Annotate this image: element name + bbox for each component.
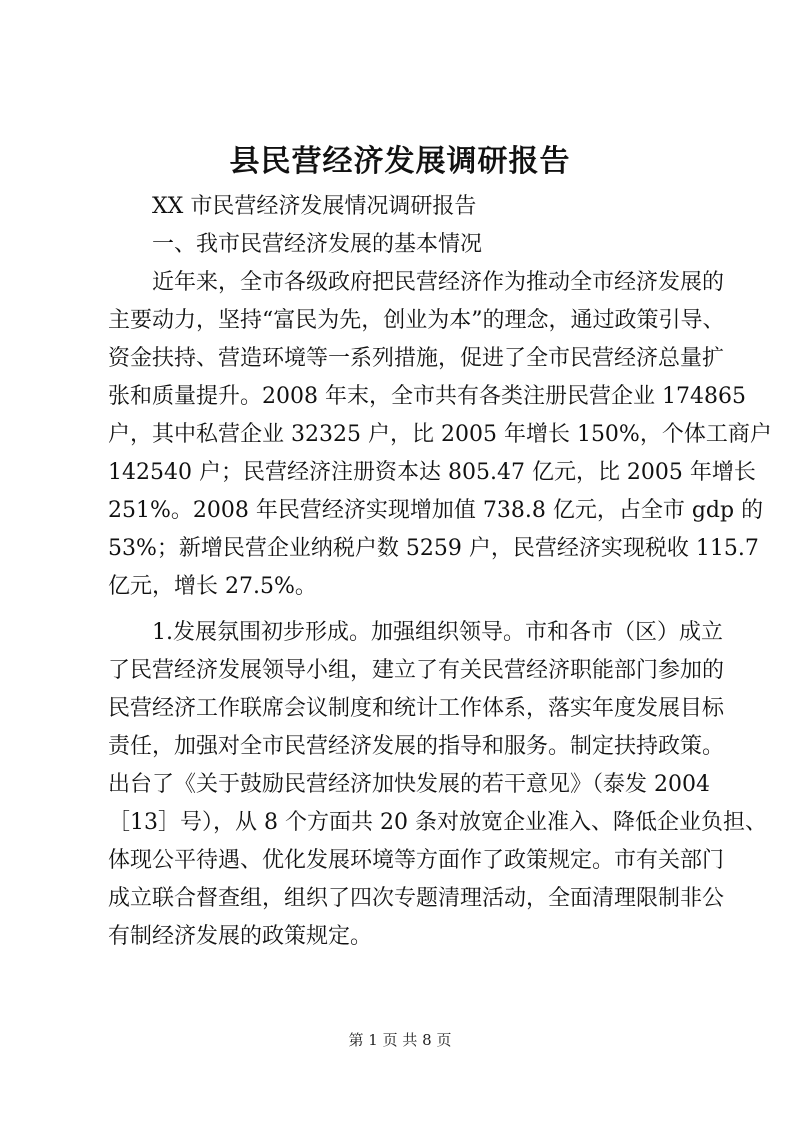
- paragraph-line: 户，其中私营企业 32325 户，比 2005 年增长 150%，个体工商户: [108, 422, 772, 447]
- document-title: 县民营经济发展调研报告: [229, 144, 571, 179]
- document-subtitle: XX 市民营经济发展情况调研报告: [152, 194, 477, 219]
- section-heading: 一、我市民营经济发展的基本情况: [152, 232, 483, 257]
- paragraph-line: 近年来，全市各级政府把民营经济作为推动全市经济发展的: [152, 270, 725, 295]
- paragraph-line: 出台了《关于鼓励民营经济加快发展的若干意见》（泰发 2004: [108, 772, 710, 797]
- page-indicator: 第 1 页 共 8 页: [348, 1031, 452, 1049]
- paragraph-line: 资金扶持、营造环境等一系列措施，促进了全市民营经济总量扩: [108, 346, 725, 371]
- paragraph-line: 责任，加强对全市民营经济发展的指导和服务。制定扶持政策。: [108, 734, 725, 759]
- paragraph-2: [108, 614, 767, 956]
- paragraph-line: 张和质量提升。2008 年末，全市共有各类注册民营企业 174865: [108, 384, 746, 409]
- paragraph-line: 体现公平待遇、优化发展环境等方面作了政策规定。市有关部门: [108, 848, 725, 873]
- paragraph-line: ［13］号），从 8 个方面共 20 条对放宽企业准入、降低企业负担、: [108, 810, 767, 835]
- paragraph-line: 了民营经济发展领导小组，建立了有关民营经济职能部门参加的: [108, 658, 725, 683]
- paragraph-line: 53%；新增民营企业纳税户数 5259 户，民营经济实现税收 115.7: [108, 536, 759, 561]
- paragraph-line: 民营经济工作联席会议制度和统计工作体系，落实年度发展目标: [108, 696, 725, 721]
- paragraph-line: 亿元，增长 27.5%。: [108, 574, 317, 599]
- paragraph-line: 1.发展氛围初步形成。加强组织领导。市和各市（区）成立: [152, 620, 723, 645]
- paragraph-1: [108, 264, 772, 606]
- paragraph-line: 有制经济发展的政策规定。: [108, 924, 373, 949]
- paragraph-line: 142540 户；民营经济注册资本达 805.47 亿元，比 2005 年增长: [108, 460, 756, 485]
- paragraph-line: 成立联合督查组，组织了四次专题清理活动，全面清理限制非公: [108, 886, 725, 911]
- paragraph-line: 251%。2008 年民营经济实现增加值 738.8 亿元，占全市 gdp 的: [108, 498, 764, 523]
- document-body: [108, 188, 772, 956]
- paragraph-line: 主要动力，坚持“富民为先，创业为本”的理念，通过政策引导、: [108, 308, 725, 333]
